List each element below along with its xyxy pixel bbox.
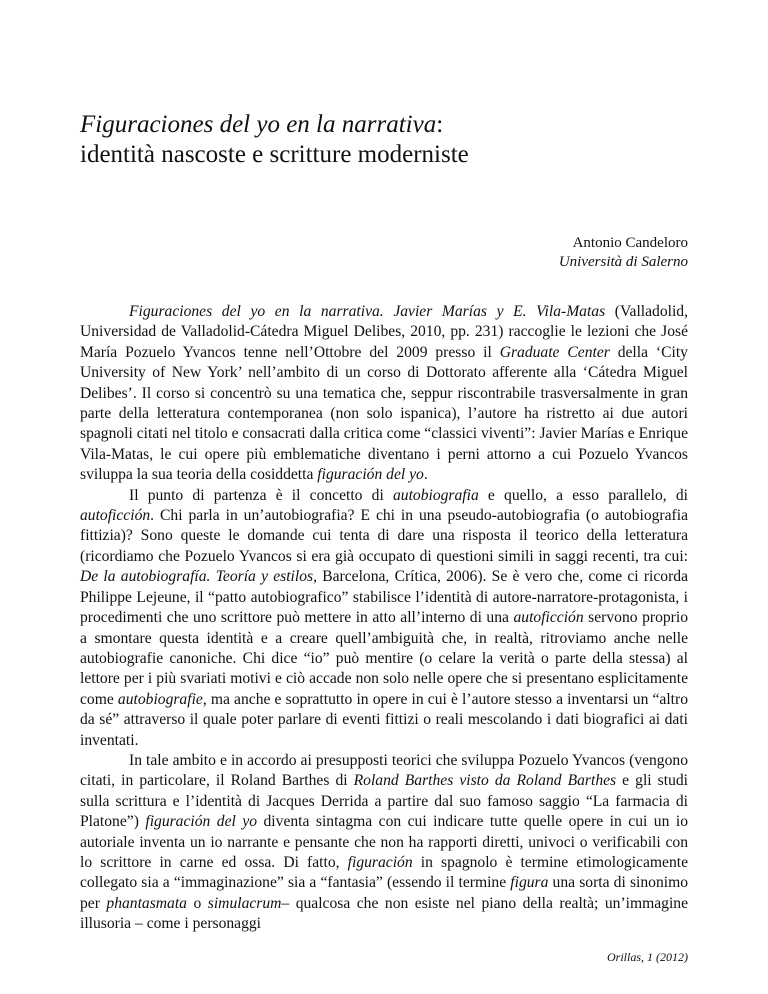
- text-span: autoficción: [513, 609, 584, 627]
- article-title: [80, 110, 700, 170]
- text-span: Figuraciones del yo en la narrativa. Javier Marías y E. Vila-Matas: [129, 303, 606, 320]
- author-block: [559, 234, 688, 272]
- journal-footer: Orillas, 1 (2012): [607, 950, 688, 964]
- text-span: in spagnolo è termine etimologicamente collegato sia a “immaginazione” sia a “fantasia” (essendo il termine: [80, 853, 688, 892]
- text-span: .: [423, 466, 428, 484]
- text-span: Roland Barthes visto da Roland Barthes: [353, 772, 617, 790]
- text-span: In tale ambito e in accordo ai presupposti teorici che sviluppa Pozuelo Yvancos (vengono citati, in particolare, il Roland Barthes di: [80, 751, 688, 790]
- article-body: [80, 302, 688, 935]
- text-span: De la autobiografía. Teoría y estilos: [80, 568, 314, 586]
- text-span: Il punto di partenza è il concetto di: [129, 486, 393, 504]
- text-span: figuración: [347, 853, 413, 871]
- text-span: e quello, a esso parallelo, di: [478, 486, 688, 504]
- title-italic-part: Figuraciones del yo en la narrativa: [80, 111, 437, 138]
- text-span: diventa sintagma con cui indicare tutte quelle opere in cui un io autoriale inventa un io narrante e pensante che non ha rapporti diretti, univoci o verificabili con lo scrittore in carne ed ossa. Di fatto,: [80, 813, 688, 871]
- text-span: . Chi parla in un’autobiografia? E chi in una pseudo-autobiografia (o autobiografia fittizia)? Sono queste le domande cui tenta di dare una risposta il teorico della letteratura (ricordiamo che Pozuelo Yvancos si era già occupato di questioni simili in saggi recenti, tra cui:: [80, 507, 688, 565]
- text-span: (Valladolid, Universidad de Valladolid-Cátedra Miguel Delibes, 2010, pp. 231) raccoglie le lezioni che José María Pozuelo Yvancos tenne nell’Ottobre del 2009 presso il: [80, 303, 688, 361]
- author-affiliation: Università di Salerno: [558, 254, 688, 270]
- title-line-2: identità nascoste e scritture moderniste: [80, 141, 469, 168]
- text-span: o: [186, 894, 208, 912]
- text-span: , ma anche e soprattutto in opere in cui è l’autore stesso a inventarsi un “altro da sé” attraverso il quale poter parlare di eventi fittizi o reali mescolando i dati biografici ai dati inventati.: [80, 690, 689, 749]
- text-span: autobiografie: [117, 690, 203, 708]
- text-span: figura: [510, 874, 549, 892]
- text-span: una sorta di sinonimo per: [80, 874, 689, 912]
- text-span: phantasmata: [106, 894, 187, 912]
- text-span: figuración del yo: [145, 813, 258, 831]
- title-colon: :: [436, 111, 444, 138]
- text-span: figuración del yo: [317, 466, 424, 484]
- text-span: servono proprio a smontare questa identità e a creare quell’ambiguità che, in realtà, ritroviamo anche nelle autobiografie canoniche. Chi dice “io” può mentire (o celare la verità o parte della stessa) al lettore per i più svariati motivi e ciò accade non solo nelle opere che si presentano esplicitamente come: [80, 609, 688, 708]
- text-span: simulacrum: [207, 894, 282, 912]
- text-span: , Barcelona, Crítica, 2006). Se è vero che, come ci ricorda Philippe Lejeune, il “patto autobiografico” stabilisce l’identità di autore-narratore-protagonista, i procedimenti che uno scrittore può mettere in atto all’interno di una: [80, 568, 688, 627]
- text-span: – qualcosa che non esiste nel piano della realtà; un’immagine illusoria – come i personaggi: [80, 894, 689, 933]
- text-span: Graduate Center: [499, 343, 610, 361]
- text-span: della ‘City University of New York’ nell’ambito di un corso di Dottorato afferente alla ‘Cátedra Miguel Delibes’. Il corso si concentrò su una tematica che, seppur riscontrabile trasversalmente in gran parte della letteratura contemporanea (non solo ispanica), l’autore ha ristretto ai due autori spagnoli citati nel titolo e consacrati dalla critica come “classici viventi”: Javier Marías e Enrique Vila-Matas, le cui opere più emblematiche diventano i perni attorno a cui Pozuelo Yvancos sviluppa la sua teoria della cosiddetta: [80, 343, 688, 484]
- author-name: Antonio Candeloro: [572, 235, 688, 251]
- text-span: autobiografia: [392, 486, 479, 504]
- paragraph-2: [80, 486, 688, 751]
- text-span: e gli studi sulla scrittura e l’identità di Jacques Derrida a partire dal suo famoso saggio “La farmacia di Platone”): [80, 772, 688, 831]
- paragraph-1: [80, 302, 688, 486]
- paragraph-3: [80, 751, 688, 935]
- title-line-1: [80, 110, 700, 140]
- text-span: autoficción: [80, 507, 151, 525]
